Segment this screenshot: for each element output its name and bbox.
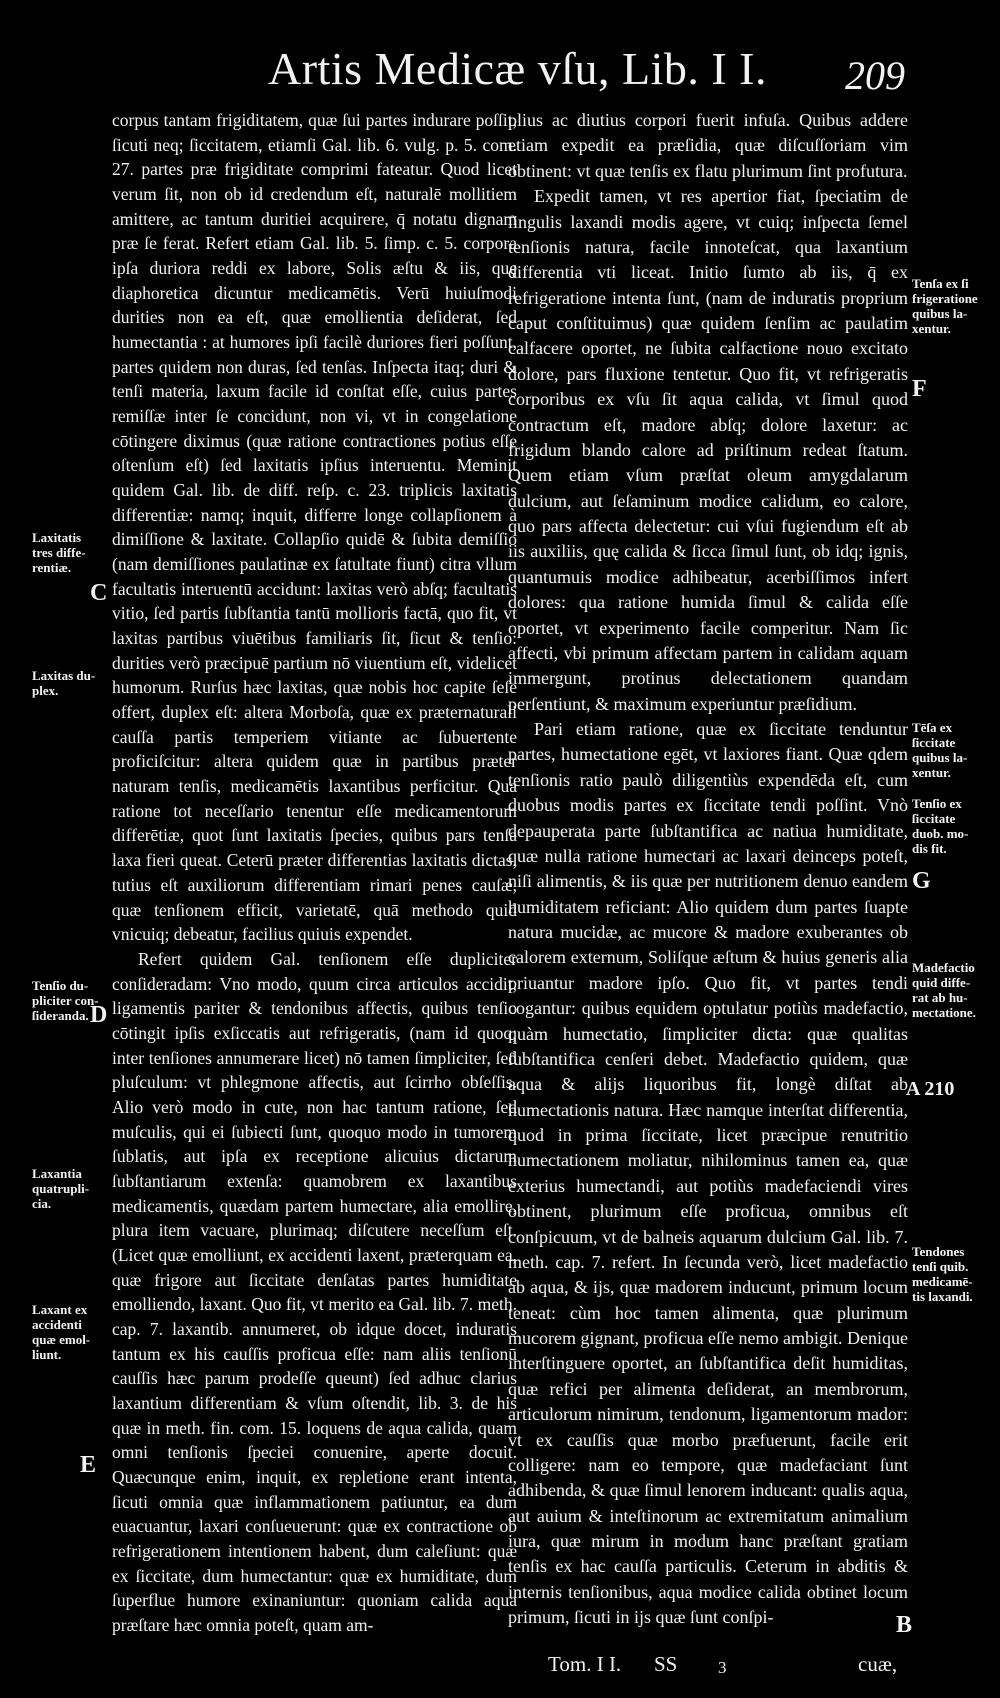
margin-note-laxant-ex-accidenti: Laxant ex accidenti quæ emol- liunt. bbox=[32, 1302, 91, 1362]
margin-note-tensa-ex-refrigeratione: Tenſa ex ſi frigeratione quibus la- xentur. bbox=[912, 276, 978, 336]
margin-note-tensa-ex-siccitate: Tēſa ex ſiccitate quibus la- xentur. bbox=[912, 720, 968, 780]
left-text-column bbox=[112, 108, 517, 1638]
left-paragraph-2: Refert quidem Gal. tenſionem eſſe dupliciter conſideradam: Vno modo, quum circa articulos accidit, ligamentis pariter & tendonibus affectis, quibus tenſio cōtingit ipſis exſiccatis aut refrigeratis, (nam id quoq; inter tenſiones annumerare licet) nō tamen ſimpliciter, ſed pluſculum: vt phlegmone affectis, aut ſcirrho obſeſſis. Alio verò modo in cute, non hac tantum ratione, ſed muſculis, qui ei ſubiecti ſunt, quoquo modo in tumorem ſublatis, aut ipſa ex receptione alicuius dictarum ſubſtantiarum extenſa: quamobrem ex laxantibus medicamentis, quædam partem humectare, alia emollire, plura item vacuare, plurimaq; diſcutere neceſſum eſt. (Licet quæ emolliunt, ex accidenti laxent, præterquam ea, quæ frigore aut ſiccitate denſatas partes humiditate emolliendo, laxant. Quo fit, vt merito ea Gal. lib. 7. meth. cap. 7. laxantib. annumeret, ob idque docet, induratis tantum ex his cauſſis proficua eſſe: nam aliis tenſionū cauſſis hæc parum prodeſſe queunt) ſed adhuc clarius laxantium differentiam & vſum oſtendit, lib. 3. de his quæ in meth. fin. com. 15. loquens de aqua calida, quam omni tenſionis ſpeciei conuenire, aperte docuit. Quæcunque enim, inquit, ex repletione erant intenta, ſicuti omnia quæ inflammationem patiuntur, ea dum euacuantur, laxari conſueuerunt: quæ ex contractione ob refrigerationem intentionem habent, dum caleſiunt: quæ ex ſiccitate, dum humectantur: quæ ex humiditate, dum ſuperflue humore exinaniuntur: quoniam calida aqua præſtare hæc omnia poteſt, quam am- bbox=[112, 948, 517, 1635]
section-letter-g: G bbox=[912, 868, 931, 894]
footer-signature-number: 3 bbox=[718, 1658, 727, 1677]
right-paragraph-1: plius ac diutius corpori fuerit infuſa. Quibus addere etiam expedit ea præſidia, quæ diſcuſſoriam vim obtinent: vt quæ tenſis ex flatu plurimum ſint profutura. bbox=[508, 110, 908, 181]
section-letter-a210: A 210 bbox=[906, 1078, 955, 1100]
section-letter-f: F bbox=[912, 376, 927, 402]
margin-note-madefactio: Madefactio quid diffe- rat ab hu- mectatione. bbox=[912, 960, 976, 1020]
margin-note-laxantia-quatruplicia: Laxantia quatrupli- cia. bbox=[32, 1166, 90, 1211]
margin-note-laxitatis-tres: Laxitatis tres diffe- rentiæ. bbox=[32, 530, 86, 575]
page-number: 209 bbox=[845, 53, 905, 98]
left-paragraph-1: corpus tantam frigiditatem, quæ ſui partes indurare poſſit, ſicuti neq; ſiccitatem, etiamſi Gal. lib. 6. vulg. p. 5. com. 27. partes præ frigiditate comprimi fateatur. Quod licet verum ſit, non ob id credendum eſt, naturalē mollitiem amittere, ac tantum duritiei acquirere, q̄ notatu dignam præ ſe ferat. Refert etiam Gal. lib. 5. ſimp. c. 5. corpora ipſa duriora reddi ex labore, Solis æſtu & iis, quę diaphoretica dicuntur medicamētis. Verū huiuſmodi durities non ea eſt, quæ emollientia deſiderat, ſed humectantia : at humores ipſi facilè duriores fieri poſſunt, partes quidem non duras, ſed tenſas. Inſpecta itaq; duri & tenſi materia, laxum facile id conſtat eſſe, cuius partes remiſſæ inter ſe concidunt, non vi, vt in congelatione cōtingere diximus (quæ ratione contractiones potius eſſe oſtenſum eſt) ſed laxitatis ipſius interuentu. Meminit quidem Gal. lib. de diff. reſp. c. 23. triplicis laxitatis differentiæ: namq; inquit, differre longe collapſionem à dimiſſione & laxitate. Collapſio quidē & ſubita demiſſio (nam demiſſiones paulatinæ ex ſatultate fiunt) citra vllum facultatis interuentū accidunt: laxitas verò abſq; facultatis vitio, ſed partis ſubſtantia tantū mollioris factā, quo fit, vt laxitas partibus viuētibus familiaris ſit, ſicut & tenſio: durities verò præcipuē partium nō viuentium eſt, videlicet humorum. Rurſus hæc laxitas, quæ nobis hoc capite ſeſe offert, duplex eſt: altera Morboſa, quæ ex præternaturali cauſſa partis temperiem vitiante ac ſubuertente proficiſcitur: altera quidem quæ in partibus præter naturam tenſis, medicamētis laxantibus perficitur. Qua ratione tot neceſſario tenentur eſſe medicamentorum differētiæ, quot ſunt laxitatis ſpecies, quibus pars tenſa laxa fieri queat. Ceterū præter differentias laxitatis dictas, tutius eſt auxiliorum differentiam rimari penes cauſæ, quæ tenſionem efficit, varietatē, quā methodo quid vnicuiq; debeatur, facilius quiuis expendet. bbox=[112, 110, 517, 945]
footer-volume: Tom. I I. bbox=[548, 1652, 622, 1676]
margin-note-tensio-ex-siccitate: Tenſio ex ſiccitate duob. mo- dis fit. bbox=[912, 796, 969, 856]
margin-note-tensio-dupliciter: Tenſio du- pliciter con- ſideranda. bbox=[32, 978, 99, 1023]
right-paragraph-3: Pari etiam ratione, quæ ex ſiccitate tenduntur partes, humectatione egēt, vt laxiores fiant. Quæ qdem tenſionis ratio paulò diligentiùs expendēda eſt, cum duobus modis partes ex ſiccitate tendi poſſint. Vnò depauperata parte ſubſtantifica ac natiua humiditate, quæ nulla ratione humectari ac laxari deinceps poteſt, niſi alimentis, & iis quæ per nutritionem denuo eandem humiditatem reficiant: Alio quidem dum partes ſuapte natura mucidæ, ac mucore & madore exuberantes ob calorem externum, Soliſque æſtum & huius generis alia priuantur madore ipſo. Quo fit, vt partes tendi cogantur: quibus equidem optulatur potiùs madefactio, quàm humectatio, ſimpliciter dicta: quæ qualitas ſubſtantifica cenſeri debet. Madefactio quidem, quæ aqua & alijs liquoribus fit, longè diſtat ab humectationis natura. Hæc namque interſtat differentia, quod in prima ſiccitate, licet præcipue renutritio humectationem moliatur, nihilominus tamen ea, quæ exterius humectandi, aut potiùs madefaciendi vires obtinent, plurimum eſſe proficua, omnibus eſt conſpicuum, vt de balneis aquarum dulcium Gal. lib. 7. meth. cap. 7. refert. In ſecunda verò, licet madefactio ab aqua, & ijs, quæ madorem inducunt, primum locum teneat: cùm hoc tamen alimenta, quæ plurimum mucorem gignant, proficua eſſe nemo ambigit. Denique interſtinguere oportet, an ſubſtantifica deſit humiditas, quæ refici per alimenta deſiderat, an membrorum, articulorum nimirum, tendonum, ligamentorum mador: vt ex cauſſis quæ morbo præfuerunt, facile erit colligere: nam eo tempore, quæ madefaciant ſunt adhibenda, & quæ ſimul lenorem inducant: qualis aqua, aut auium & inteſtinorum ac extremitatum animalium iura, quæ mirum in modum hanc præſtant gratiam tenſis ex hac cauſſa particulis. Ceterum in abditis & internis tenſionibus, aqua modice calida obtinet locum primum, ſicuti in ijs quæ ſunt conſpi- bbox=[508, 719, 908, 1628]
running-head: Artis Medicæ vſu, Lib. I I. bbox=[268, 43, 767, 94]
right-text-column bbox=[508, 108, 908, 1631]
section-letter-c: C bbox=[90, 580, 108, 606]
margin-note-laxitas-duplex: Laxitas du- plex. bbox=[32, 668, 96, 698]
margin-note-tendones-tensi: Tendones tenſi quib. medicamē- tis laxandi. bbox=[912, 1244, 973, 1304]
section-letter-b: B bbox=[896, 1612, 913, 1638]
section-letter-e: E bbox=[80, 1452, 97, 1478]
footer-signature: SS bbox=[654, 1652, 678, 1676]
section-letter-d: D bbox=[90, 1002, 108, 1028]
right-paragraph-2: Expedit tamen, vt res apertior fiat, ſpeciatim de ſingulis laxandi modis agere, vt cuiq; inſpecta ſemel tenſionis natura, facile innoteſcat, qua laxantium differentia vti liceat. Initio ſumto ab iis, q̄ ex refrigeratione intenta ſunt, (nam de induratis proprium caput conſtituimus) quæ quidem ſenſim ac paulatim calfacere oportet, ne ſubita calfactione nouo excitato dolore, pars fluxione tentetur. Quo fit, vt refrigeratis corporibus ex vſu ſit aqua calida, vt ſimul quod contractum eſt, madore abſq; dolore laxetur: ac frigidum blando calore ad priſtinum redeat ſtatum. Quem etiam vſum præſtat oleum amygdalarum dulcium, aut ſeſaminum modice calidum, eo calore, quo pars affecta delectetur: cui vſui fugiendum eſt ab iis auxiliis, quę calida & ſicca ſimul ſunt, ob idq; ignis, quantumuis modice adhibeatur, acerbiſſimos infert dolores: qua ratione humida ſimul & calida eſſe oportet, vt experimento facile comperitur. Nam ſic affecti, vbi primum affectam partem in calidam aquam immergunt, protinus delectationem quandam perſentiunt, & maximum experiuntur præſidium. bbox=[508, 186, 908, 714]
footer-catchword: cuæ, bbox=[858, 1652, 898, 1676]
